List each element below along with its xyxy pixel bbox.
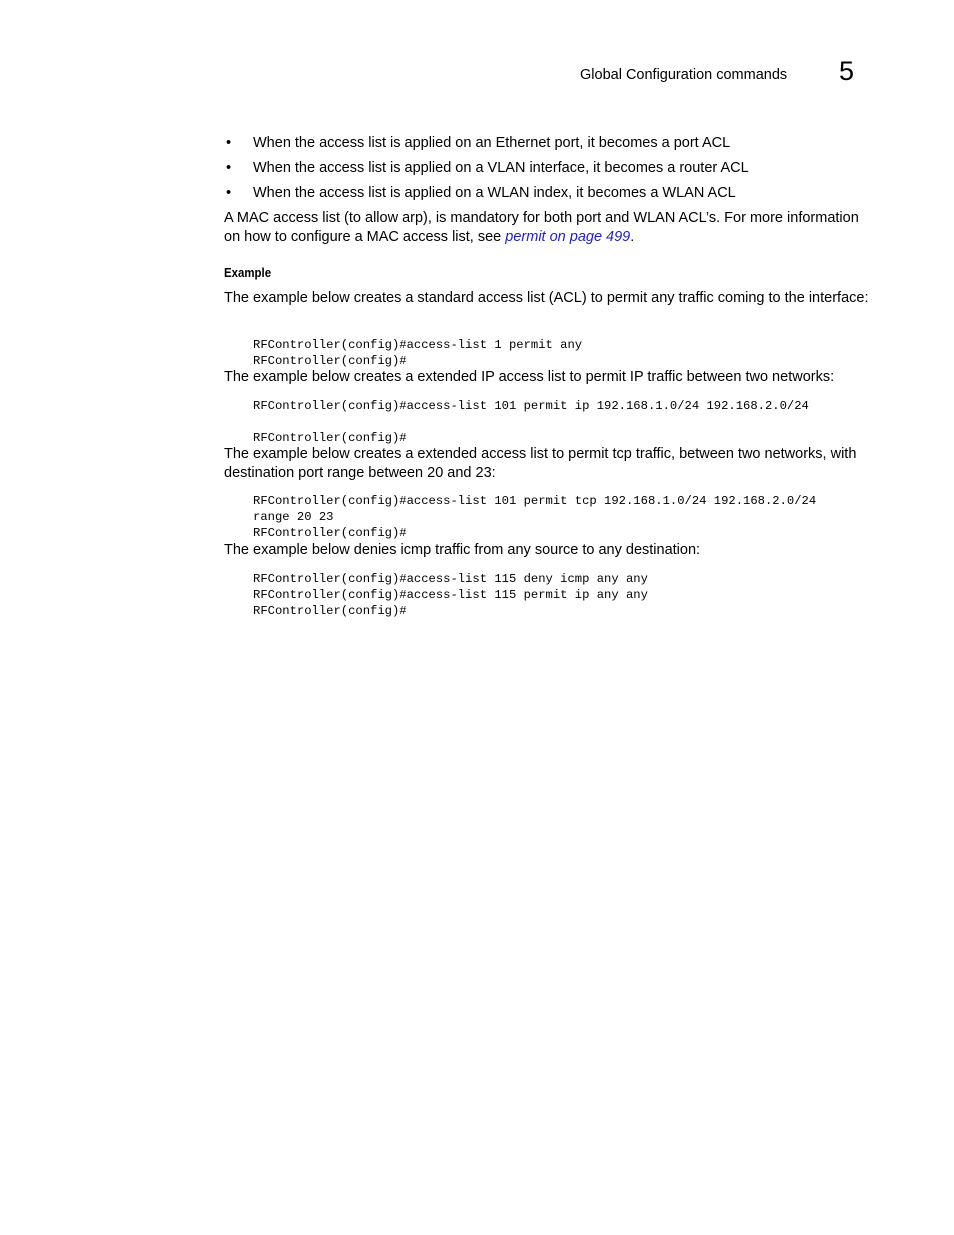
example-description: The example below creates a standard access list (ACL) to permit any traffic coming to the interface:: [224, 290, 869, 306]
bullet-icon: •: [226, 160, 232, 176]
section-title: Global Configuration commands: [580, 67, 788, 83]
code-line: RFController(config)#access-list 1 permit any: [253, 338, 583, 352]
code-line: RFController(config)#access-list 115 permit ip any any: [253, 588, 648, 602]
code-line: range 20 23: [253, 510, 334, 524]
code-block: [253, 493, 893, 541]
code-line: RFController(config)#access-list 101 permit ip 192.168.1.0/24 192.168.2.0/24: [253, 399, 809, 413]
example-description: The example below creates a extended access list to permit tcp traffic, between two networks, with destination port range between 20 and 23:: [224, 446, 857, 481]
code-block: [253, 337, 893, 369]
bullet-icon: •: [226, 135, 232, 151]
code-line: RFController(config)#: [253, 431, 407, 445]
acl-type-list: [224, 134, 874, 209]
code-line: RFController(config)#: [253, 604, 407, 618]
code-line: RFController(config)#: [253, 526, 407, 540]
code-block: [253, 571, 893, 619]
code-line: RFController(config)#access-list 115 deny icmp any any: [253, 572, 648, 586]
example-description: The example below creates a extended IP access list to permit IP traffic between two networks:: [224, 369, 835, 385]
code-block: [253, 398, 893, 446]
list-item: • When the access list is applied on a VLAN interface, it becomes a router ACL: [226, 160, 749, 176]
example-description: The example below denies icmp traffic from any source to any destination:: [224, 542, 701, 558]
bullet-icon: •: [226, 185, 232, 201]
list-item: • When the access list is applied on an Ethernet port, it becomes a port ACL: [226, 135, 731, 151]
chapter-number: 5: [839, 56, 855, 86]
code-line: RFController(config)#access-list 101 permit tcp 192.168.1.0/24 192.168.2.0/24: [253, 494, 817, 508]
example-heading: Example: [224, 265, 272, 280]
code-line: RFController(config)#: [253, 354, 407, 368]
list-item: • When the access list is applied on a WLAN index, it becomes a WLAN ACL: [226, 185, 736, 201]
mac-note: A MAC access list (to allow arp), is mandatory for both port and WLAN ACL’s. For more information on how to configure a MAC access list, see permit on page 499.: [224, 210, 859, 245]
code-line: [253, 414, 893, 430]
permit-page-link[interactable]: permit on page 499: [505, 229, 631, 245]
